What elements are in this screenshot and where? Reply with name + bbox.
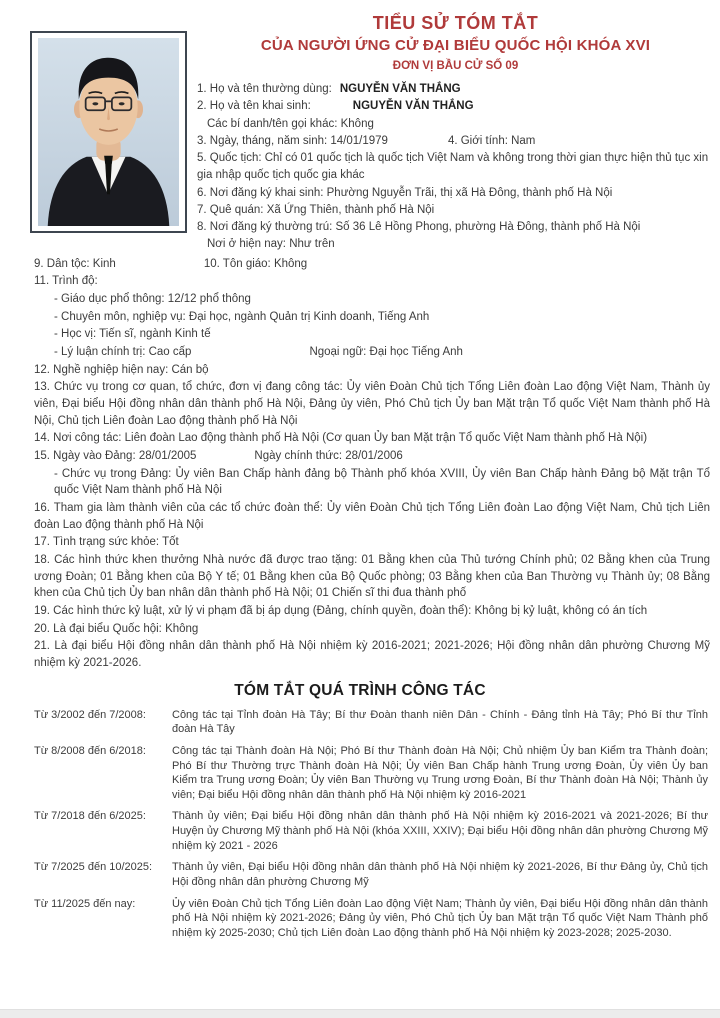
occupation-row: 12. Nghề nghiệp hiện nay: Cán bộ [34, 363, 209, 376]
page-bottom-edge [0, 1009, 720, 1018]
discipline-row: 19. Các hình thức kỷ luật, xử lý vi phạm đã bị áp dụng (Đảng, chính quyền, đoàn thể): Không bị kỷ luật, không có án tích [34, 604, 648, 617]
photo-column [30, 31, 187, 254]
career-row [34, 897, 708, 941]
religion-value: 10. Tôn giáo: Không [203, 257, 308, 270]
career-row [34, 708, 708, 737]
health-status-row: 17. Tình trạng sức khỏe: Tốt [34, 536, 179, 549]
career-period: Từ 7/2025 đến 10/2025: [34, 861, 153, 874]
portrait-illustration [38, 38, 179, 226]
birth-name-label: 2. Họ và tên khai sinh: [197, 100, 311, 113]
top-section [0, 0, 720, 254]
common-name-row [197, 81, 714, 98]
political-theory-value: - Lý luận chính trị: Cao cấp [54, 345, 192, 358]
common-name-label: 1. Họ và tên thường dùng: [197, 83, 332, 95]
awards-row: 18. Các hình thức khen thưởng Nhà nước đã được trao tặng: 01 Bằng khen của Thủ tướng Chính phủ; 02 Bằng khen của Trung ương Đoàn; 01 Bằng khen của Bộ Y tế; 01 Bằng khen của Bộ Quốc phòng; 03 Bằng khen của Ban Thường vụ Thành ủy; 08 Bằng khen của Chủ tịch Ủy ban nhân dân thành phố Hà Nội; 01 Chiến sĩ thi đua thành phố [34, 553, 710, 600]
political-theory-row [34, 344, 710, 361]
career-row [34, 860, 708, 889]
general-education-row: - Giáo dục phổ thông: 12/12 phổ thông [54, 292, 251, 305]
foreign-language-value: Ngoại ngữ: Đại học Tiếng Anh [309, 345, 463, 358]
academic-degree-row: - Học vị: Tiến sĩ, ngành Kinh tế [54, 328, 211, 341]
party-position-row: - Chức vụ trong Đảng: Ủy viên Ban Chấp hành đảng bộ Thành phố khóa XVIII, Ủy viên Ban Chấp hành Đảng bộ Mặt trận Tổ quốc Việt Nam thành phố Hà Nội [54, 467, 710, 497]
party-join-date: 15. Ngày vào Đảng: 28/01/2005 [34, 449, 197, 462]
top-right-column [187, 13, 714, 254]
gender-value: 4. Giới tính: Nam [447, 134, 536, 147]
document-header [197, 13, 714, 72]
permanent-residence-row: 8. Nơi đăng ký thường trú: Số 36 Lê Hồng Phong, phường Hà Đông, thành phố Hà Nội [197, 221, 641, 233]
organization-membership-row: 16. Tham gia làm thành viên của các tổ chức đoàn thể: Ủy viên Đoàn Chủ tịch Tổng Liên đoàn Lao động Việt Nam, Chủ tịch Liên đoàn Lao động thành phố Hà Nội [34, 501, 710, 531]
birth-registration-row: 6. Nơi đăng ký khai sinh: Phường Nguyễn Trãi, thị xã Hà Đông, thành phố Hà Nội [197, 186, 613, 199]
career-period: Từ 7/2018 đến 6/2025: [34, 810, 146, 823]
professional-education-row: - Chuyên môn, nghiệp vụ: Đại học, ngành Quản trị Kinh doanh, Tiếng Anh [54, 310, 430, 323]
election-unit-subtitle: ĐƠN VỊ BẦU CỬ SỐ 09 [392, 60, 519, 72]
workplace-row: 14. Nơi công tác: Liên đoàn Lao động thành phố Hà Nội (Cơ quan Ủy ban Mặt trận Tổ quốc Việt Nam thành phố Hà Nội) [34, 432, 648, 445]
career-description: Thành ủy viên, Đại biểu Hội đồng nhân dân thành phố Hà Nội nhiệm kỳ 2021-2026, Bí thư Đảng ủy, Chủ tịch Hội đồng nhân dân phường Chương Mỹ [172, 861, 708, 888]
career-period: Từ 11/2025 đến nay: [34, 897, 136, 910]
national-assembly-row: 20. Là đại biểu Quốc hội: Không [34, 622, 199, 635]
birth-name-value: NGUYỄN VĂN THẮNG [352, 100, 474, 113]
full-width-info-block [0, 254, 720, 672]
peoples-council-row: 21. Là đại biểu Hội đồng nhân dân thành phố Hà Nội nhiệm kỳ 2016-2021; 2021-2026; Hội đồng nhân dân phường Chương Mỹ nhiệm kỳ 2021-2026. [34, 640, 710, 669]
aliases-row: Các bí danh/tên gọi khác: Không [207, 117, 374, 130]
candidate-photo [30, 31, 187, 233]
career-description: Thành ủy viên; Đại biểu Hội đồng nhân dân thành phố Hà Nội nhiệm kỳ 2016-2021 và 2021-2026; Bí thư Huyện ủy Chương Mỹ thành phố Hà Nội (khóa XXIII, XXIV); Đại biểu Hội đồng nhân dân phường Chương Mỹ nhiệm kỳ 2021 - 2026 [172, 810, 708, 852]
party-admission-row [34, 448, 710, 465]
career-description: Ủy viên Đoàn Chủ tịch Tổng Liên đoàn Lao động Việt Nam; Thành ủy viên, Đại biểu Hội đồng nhân dân thành phố Hà Nội nhiệm kỳ 2021-2026; Đảng ủy viên, Phó Chủ tịch Ủy ban Mặt trận Tổ quốc Việt Nam Thành phố nhiệm kỳ 2025-2030; Chủ tịch Liên đoàn Lao động thành phố Hà Nội nhiệm kỳ 2023-2028; 2025-2030. [172, 897, 708, 939]
dob-value: 3. Ngày, tháng, năm sinh: 14/01/1979 [197, 134, 388, 147]
document-title-line2: CỦA NGƯỜI ỨNG CỬ ĐẠI BIỂU QUỐC HỘI KHÓA XVI [260, 37, 651, 54]
career-period: Từ 8/2008 đến 6/2018: [34, 744, 146, 757]
personal-info-block [197, 81, 714, 254]
party-official-date: Ngày chính thức: 28/01/2006 [254, 449, 403, 462]
career-summary-table [0, 708, 720, 941]
career-description: Công tác tại Tỉnh đoàn Hà Tây; Bí thư Đoàn thanh niên Dân - Chính - Đảng tỉnh Hà Tây; Phó Bí thư Tỉnh đoàn Hà Tây [172, 708, 708, 736]
career-row [34, 744, 708, 803]
current-residence-row: Nơi ở hiện nay: Như trên [207, 238, 335, 251]
ethnicity-value: 9. Dân tộc: Kinh [34, 257, 116, 270]
ethnicity-religion-row [34, 256, 710, 273]
common-name-value: NGUYỄN VĂN THẮNG [339, 83, 461, 95]
dob-gender-row [197, 133, 714, 150]
career-summary-heading: TÓM TẮT QUÁ TRÌNH CÔNG TÁC [234, 681, 486, 699]
career-period: Từ 3/2002 đến 7/2008: [34, 708, 146, 721]
nationality-row: 5. Quốc tịch: Chỉ có 01 quốc tịch là quốc tịch Việt Nam và không trong thời gian thực hiện thủ tục xin gia nhập quốc tịch quốc gia khác [197, 152, 709, 182]
hometown-row: 7. Quê quán: Xã Ứng Thiên, thành phố Hà Nội [197, 203, 435, 216]
birth-name-row [197, 98, 714, 115]
career-description: Công tác tại Thành đoàn Hà Nội; Phó Bí thư Thành đoàn Hà Nội; Chủ nhiệm Ủy ban Kiểm tra Thành đoàn; Phó Bí thư Thường trực Thành đoàn Hà Nội; Ủy viên Ban Chấp hành Trung ương Đoàn, Ủy viên Ủy ban Kiểm tra Trung ương Đoàn; Ủy viên Ban Thường vụ Trung ương Đoàn, Bí thư Thành đoàn Hà Nội; Thành ủy viên; Đại biểu Hội đồng nhân dân thành phố Hà Nội nhiệm kỳ 2016-2021 [172, 744, 708, 801]
document-title-line1: TIỂU SỬ TÓM TẮT [372, 13, 539, 33]
education-heading: 11. Trình độ: [34, 275, 98, 288]
current-position-row: 13. Chức vụ trong cơ quan, tổ chức, đơn vị đang công tác: Ủy viên Đoàn Chủ tịch Tổng Liên đoàn Lao động Việt Nam, Thành ủy viên, Đại biểu Hội đồng nhân dân thành phố Hà Nội, Đảng ủy viên, Phó Chủ tịch Ủy ban Mặt trận Tổ quốc Việt Nam thành phố Hà Nội, Chủ tịch Liên đoàn Lao động thành phố Hà Nội [34, 381, 710, 427]
career-row [34, 809, 708, 853]
